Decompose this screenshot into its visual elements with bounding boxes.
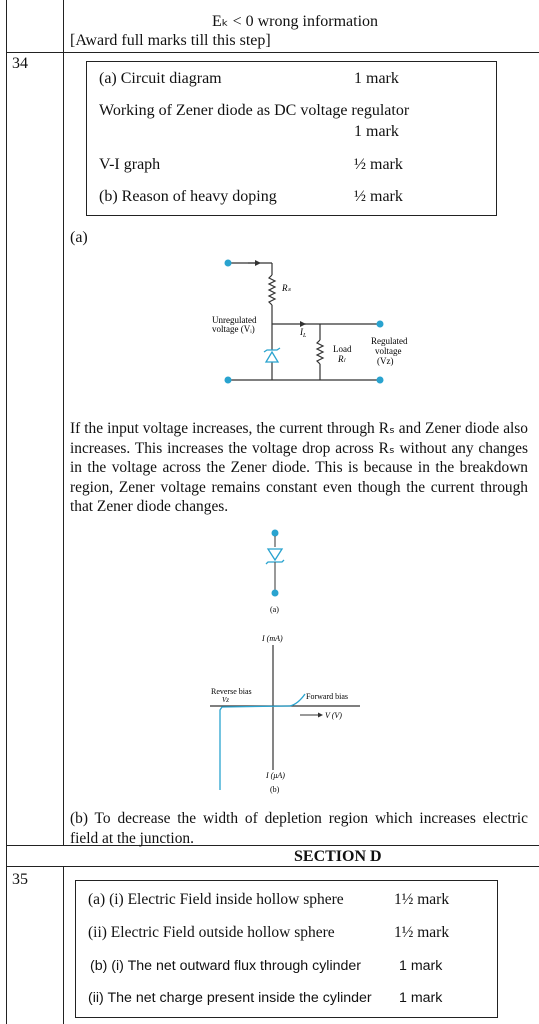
- regulated-label-2: voltage: [375, 346, 402, 356]
- scheme-item-mark: 1½ mark: [394, 891, 450, 908]
- marking-scheme-35: [75, 880, 498, 1018]
- scheme-item-mark: ½ mark: [354, 188, 403, 205]
- symbol-caption: (a): [270, 605, 279, 614]
- zener-regulator-circuit: [200, 250, 408, 390]
- column-divider: [63, 0, 64, 845]
- rs-label: Rₛ: [282, 283, 291, 293]
- vz-label: Vz: [222, 696, 229, 704]
- scheme-item-mark: ½ mark: [354, 156, 403, 173]
- part-b-answer: (b) To decrease the width of depletion region which increases electric field at the junction.: [70, 810, 528, 847]
- scheme-item-label: (b) Reason of heavy doping: [99, 188, 277, 205]
- regulated-label-3: (Vz): [377, 356, 394, 366]
- row-divider-34: [6, 52, 539, 53]
- column-divider-q35: [63, 866, 64, 1024]
- scheme-item-mark: 1 mark: [354, 70, 399, 87]
- scheme-item-mark: 1½ mark: [394, 924, 450, 941]
- scheme-item-mark: 1 mark: [399, 990, 443, 1006]
- marking-scheme-34: [86, 61, 497, 216]
- forward-bias-label: Forward bias: [306, 692, 348, 701]
- scheme-item-mark: 1 mark: [354, 123, 399, 140]
- load-current-label: $I_L$: [300, 327, 307, 339]
- graph-caption: (b): [270, 785, 280, 794]
- scheme-item-label: V-I graph: [99, 156, 161, 173]
- question-number-34: 34: [12, 55, 28, 72]
- scheme-item-mark: 1 mark: [399, 958, 443, 974]
- award-note: [Award full marks till this step]: [70, 32, 271, 49]
- row-divider-35: [6, 866, 539, 867]
- v-axis-label: V (V): [325, 711, 342, 720]
- vi-characteristic-graph: [205, 628, 375, 800]
- y-axis-bottom-label: I (μA): [266, 771, 285, 780]
- working-explanation: If the input voltage increases, the current through Rₛ and Zener diode also increases. This increases the voltage drop across Rₛ without any changes in the voltage across the Zener diode. This is because in the breakdown region, Zener voltage remains constant even though the current through that Zener diode changes.: [70, 420, 528, 516]
- zener-diode-symbol: [255, 528, 295, 618]
- scheme-item-label: (a) Circuit diagram: [99, 70, 222, 87]
- scheme-item-label: (ii) The net charge present inside the cylinder: [88, 990, 372, 1006]
- question-number-35: 35: [12, 871, 28, 888]
- reverse-bias-label: Reverse bias: [211, 687, 252, 696]
- load-label-1: Load: [333, 344, 352, 354]
- scheme-item-label: (a) (i) Electric Field inside hollow sphere: [88, 891, 344, 908]
- scheme-item-label: (ii) Electric Field outside hollow sphere: [88, 924, 335, 941]
- part-a-label: (a): [70, 229, 88, 246]
- scheme-item-label: (b) (i) The net outward flux through cylinder: [90, 958, 362, 974]
- unregulated-label-2: voltage (Vᵢ): [212, 324, 255, 334]
- table-left-border: [6, 0, 7, 1024]
- scheme-item-label: Working of Zener diode as DC voltage regulator: [99, 102, 410, 119]
- energy-note: Eₖ < 0 wrong information: [212, 13, 379, 30]
- y-axis-top-label: I (mA): [262, 634, 283, 643]
- unregulated-label-1: Unregulated: [212, 315, 257, 325]
- section-heading: SECTION D: [294, 848, 382, 865]
- load-label-2: Rₗ: [338, 354, 345, 364]
- regulated-label-1: Regulated: [371, 336, 408, 346]
